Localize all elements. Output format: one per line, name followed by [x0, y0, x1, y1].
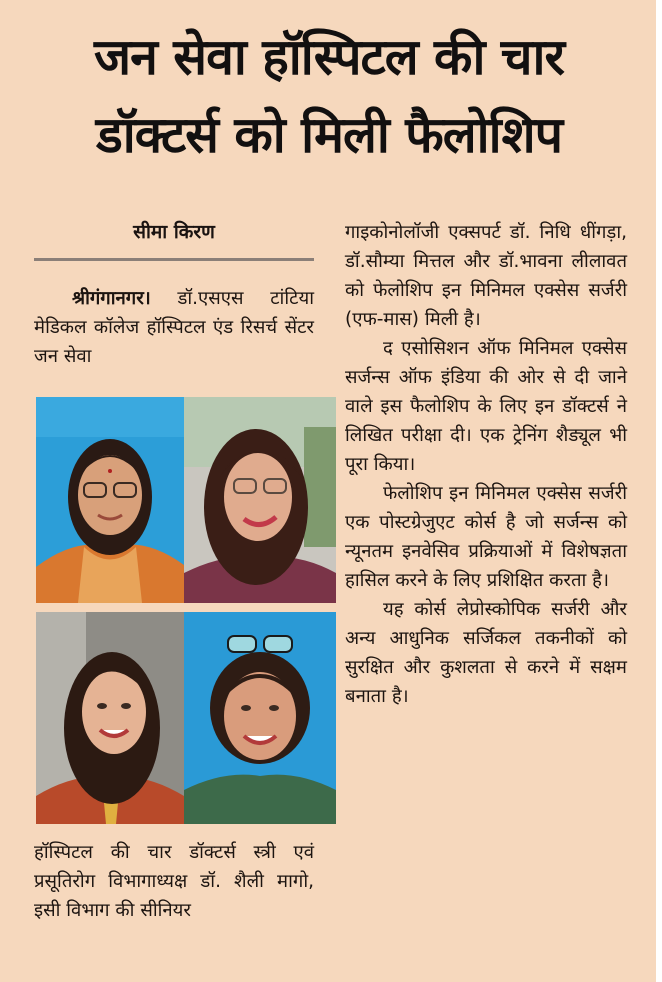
- right-paragraph-1: गाइकोनोलॉजी एक्सपर्ट डॉ. निधि धींगड़ा, डॉ.सौम्या मित्तल और डॉ.भावना लीलावत को फेलोशिप इन मिनिमल एक्सेस सर्जरी (एफ-मास) मिली है।: [345, 222, 627, 330]
- left-column-bottom: [34, 838, 314, 925]
- doctor-photo-2: [184, 397, 336, 603]
- doctor-portrait-1: [36, 397, 184, 603]
- right-column: [345, 218, 627, 711]
- headline: [14, 18, 644, 174]
- left-column-top: [34, 284, 314, 371]
- headline-line-2: डॉक्टर्स को मिली फैलोशिप: [96, 106, 562, 164]
- byline-rule: [34, 258, 314, 261]
- dateline: श्रीगंगानगर।: [72, 288, 151, 309]
- doctor-portrait-4: [184, 612, 336, 824]
- byline: सीमा किरण: [133, 221, 215, 243]
- doctor-photo-1: [36, 397, 184, 603]
- right-paragraph-3: फेलोशिप इन मिनिमल एक्सेस सर्जरी एक पोस्टग्रेजुएट कोर्स है जो सर्जन्स को न्यूनतम इनवेसिव प्रक्रियाओं में विशेषज्ञता हासिल करने के लिए प्रशिक्षित करता है।: [345, 483, 627, 591]
- doctor-photo-3: [36, 612, 184, 824]
- headline-line-1: जन सेवा हॉस्पिटल की चार: [94, 28, 564, 86]
- left-paragraph: [34, 284, 314, 371]
- doctor-photo-4: [184, 612, 336, 824]
- right-paragraph-2: द एसोसिशन ऑफ मिनिमल एक्सेस सर्जन्स ऑफ इंडिया की ओर से दी जाने वाले इस फैलोशिप के लिए इन डॉक्टर्स ने लिखित परीक्षा दी। एक ट्रेनिंग शैड्यूल भी पूरा किया।: [345, 338, 627, 475]
- right-paragraph-4: यह कोर्स लेप्रोस्कोपिक सर्जरी और अन्य आधुनिक सर्जिकल तकनीकों को सुरक्षित और कुशलता से करने में सक्षम बनाता है।: [345, 599, 627, 707]
- left-top-text: डॉ.एसएस टांटिया मेडिकल कॉलेज हॉस्पिटल एंड रिसर्च सेंटर जन सेवा: [34, 288, 314, 367]
- left-bottom-paragraph: हॉस्पिटल की चार डॉक्टर्स स्त्री एवं प्रसूतिरोग विभागाध्यक्ष डॉ. शैली मागो, इसी विभाग की सीनियर: [34, 842, 314, 921]
- doctor-portrait-2: [184, 397, 336, 603]
- doctor-portrait-3: [36, 612, 184, 824]
